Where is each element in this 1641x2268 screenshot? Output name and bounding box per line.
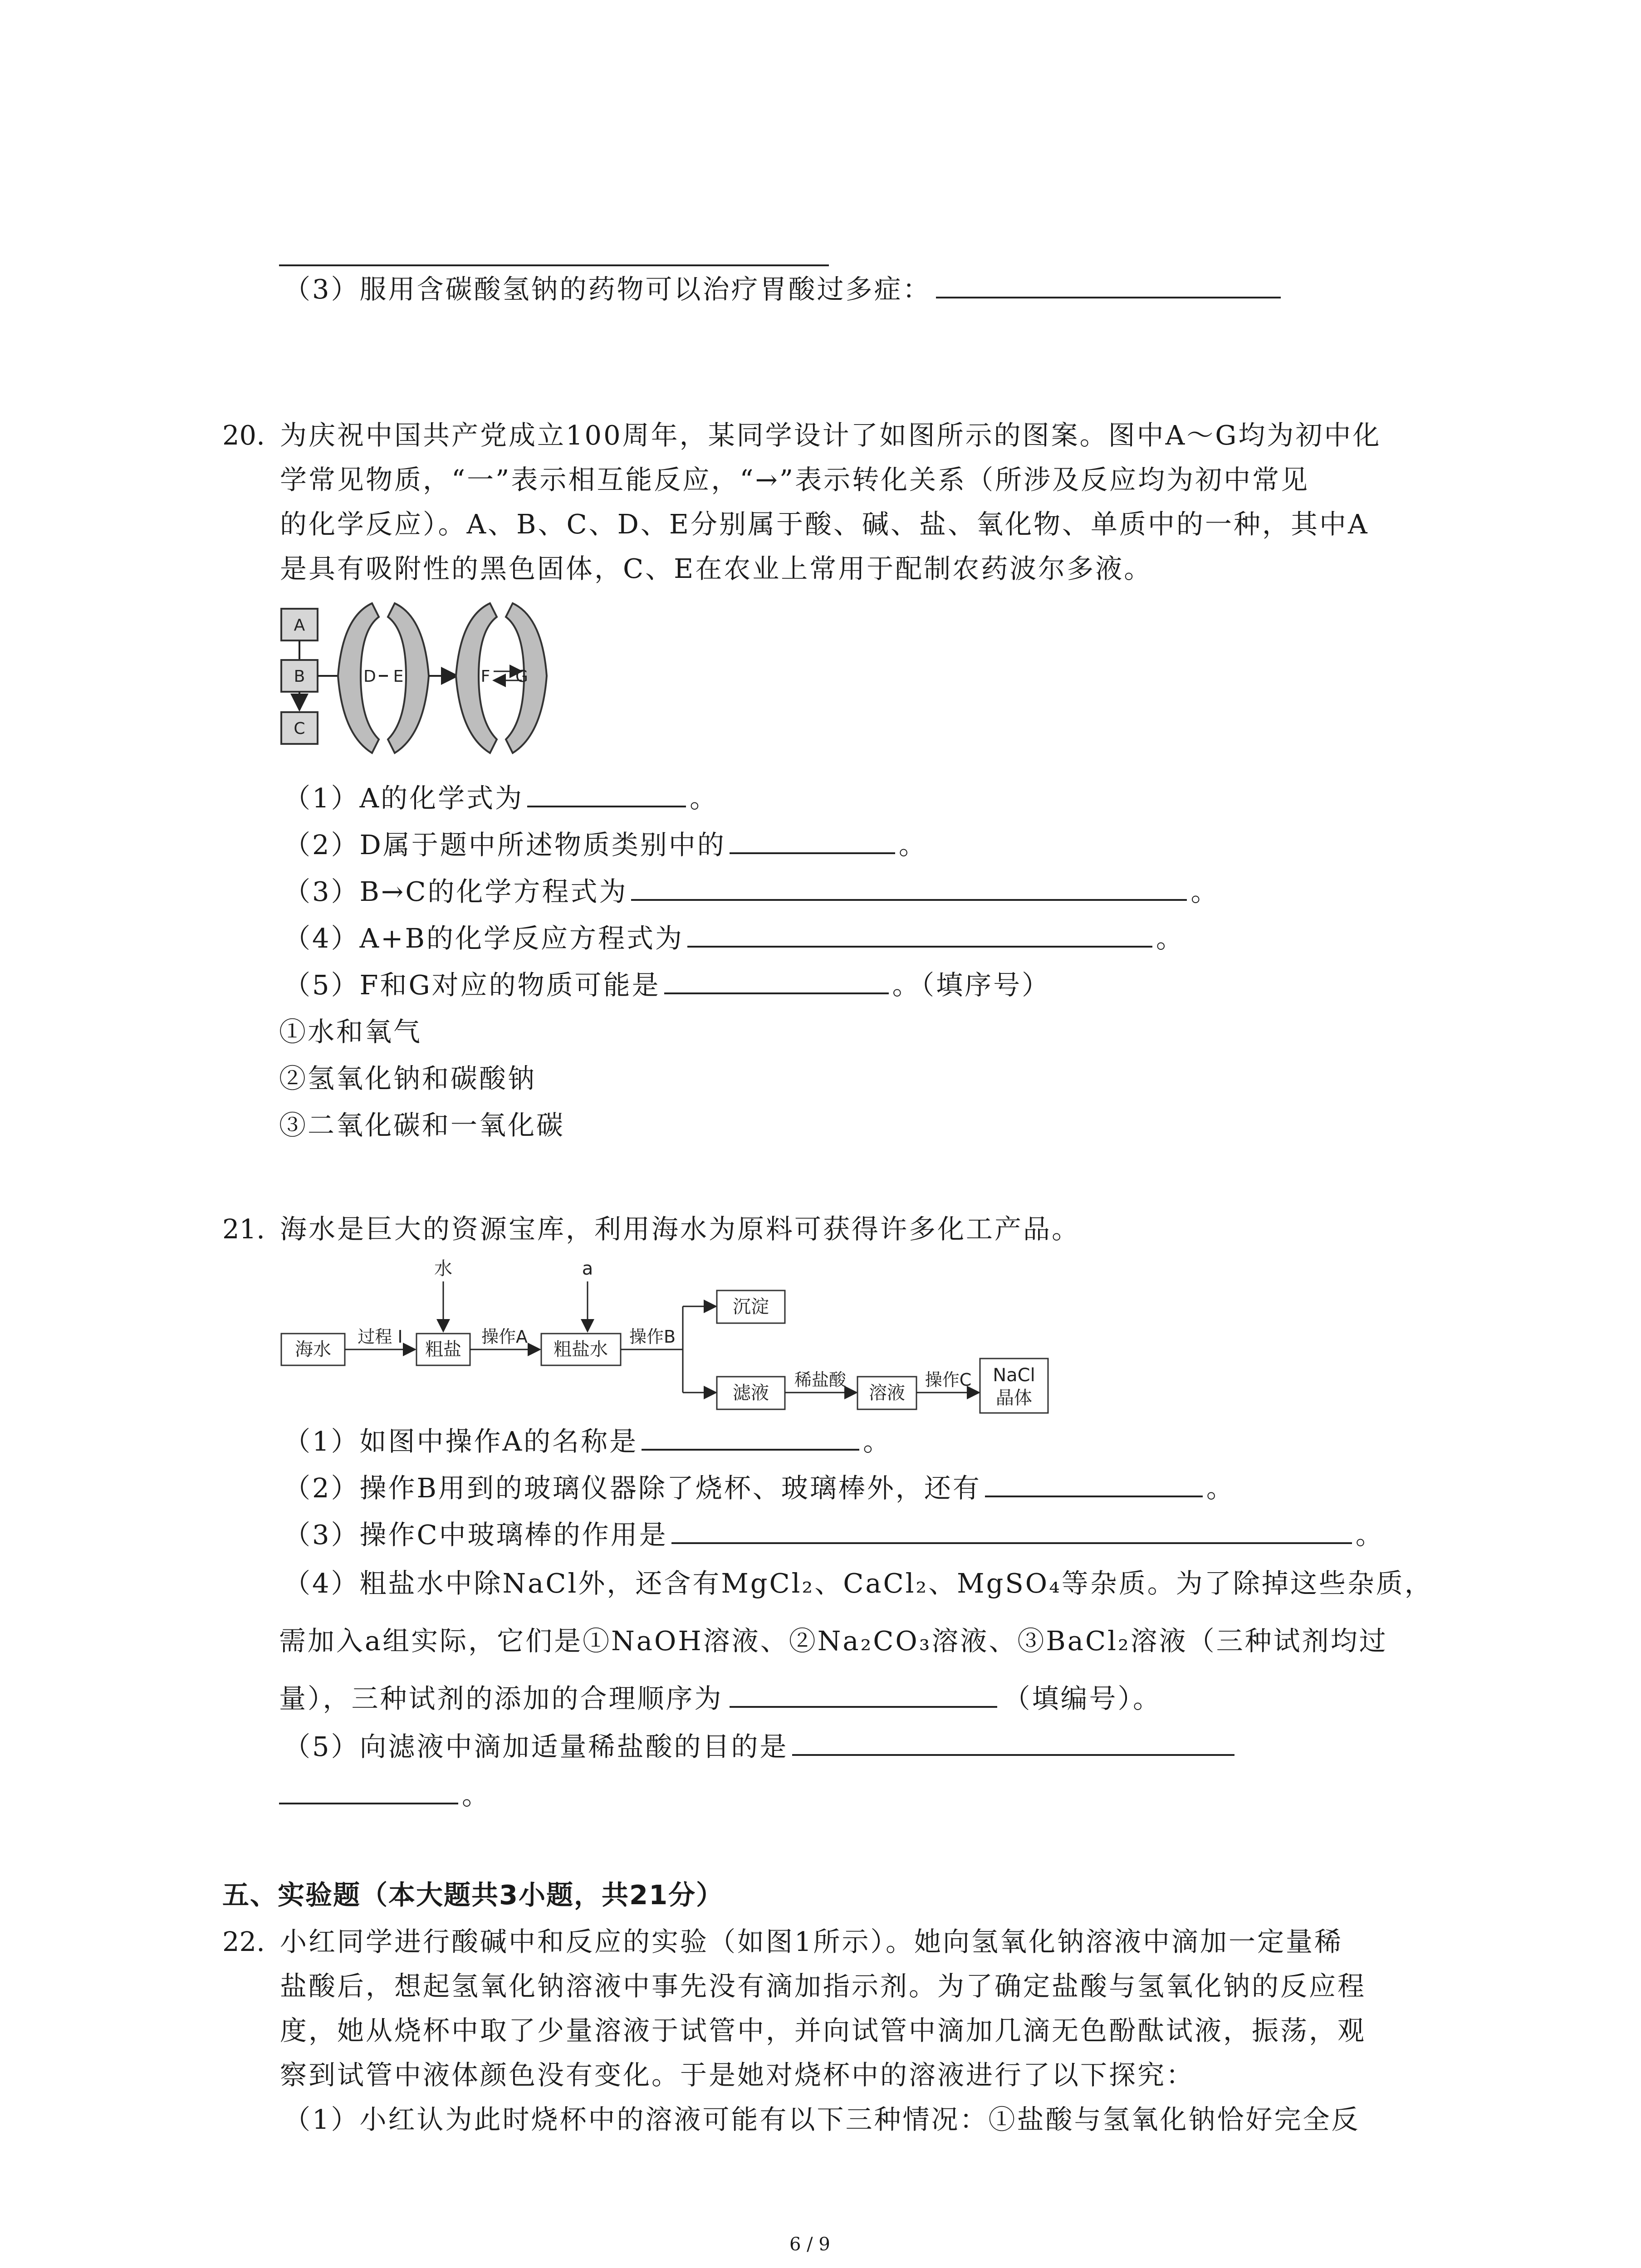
label-b: B	[294, 667, 305, 686]
option-item: ③二氧化碳和一氧化碳	[279, 1110, 565, 1141]
q20-part2-label: （2）D属于题中所述物质类别中的	[284, 829, 726, 860]
q20-part1-label: （1）A的化学式为	[284, 782, 524, 814]
period: 。	[690, 782, 719, 814]
label-process1: 过程 I	[358, 1327, 403, 1347]
answer-blank[interactable]	[936, 269, 1281, 298]
label-solution: 溶液	[869, 1383, 905, 1403]
q21-part1	[284, 1420, 892, 1463]
period: 。	[1206, 1472, 1235, 1504]
period: 。	[1190, 876, 1220, 907]
answer-blank[interactable]	[730, 1678, 997, 1708]
label-g: G	[515, 667, 528, 686]
question-number: 20.	[222, 420, 265, 451]
q20-stem-line: 的化学反应）。A、B、C、D、E分别属于酸、碱、盐、氧化物、单质中的一种，其中A	[280, 508, 1369, 540]
q20-part1	[284, 777, 718, 820]
fill-code-hint: （填编号）。	[1003, 1683, 1162, 1714]
label-a-reagent: a	[582, 1258, 593, 1279]
q20-part5-label: （5）F和G对应的物质可能是	[284, 969, 661, 1001]
label-brine: 粗盐水	[554, 1339, 608, 1360]
answer-blank[interactable]	[792, 1726, 1234, 1756]
answer-blank[interactable]	[279, 1774, 458, 1804]
answer-blank[interactable]	[664, 964, 889, 994]
q21-part5-label: （5）向滤液中滴加适量稀盐酸的目的是	[284, 1731, 789, 1762]
label-seawater: 海水	[295, 1339, 331, 1360]
q21-part2-label: （2）操作B用到的玻璃仪器除了烧杯、玻璃棒外，还有	[284, 1472, 981, 1504]
label-c: C	[294, 719, 305, 738]
answer-blank[interactable]	[985, 1467, 1203, 1497]
q21-part4-line2: 需加入a组实际，它们是①NaOH溶液、②Na₂CO₃溶液、③BaCl₂溶液（三种试剂均过	[279, 1625, 1388, 1657]
answer-blank[interactable]	[631, 871, 1187, 901]
q21-part4-label: 量），三种试剂的添加的合理顺序为	[279, 1683, 723, 1714]
page-number: 6 / 9	[789, 2234, 830, 2255]
q21-part4-line3	[279, 1677, 1161, 1721]
section-heading: 五、实验题（本大题共3小题，共21分）	[222, 1879, 724, 1911]
answer-blank-line	[279, 264, 829, 266]
answer-blank[interactable]	[687, 918, 1152, 948]
label-dilute-hcl: 稀盐酸	[794, 1370, 847, 1390]
q20-stem-line: 学常见物质，“一”表示相互能反应，“→”表示转化关系（所涉及反应均为初中常见	[280, 464, 1310, 495]
label-water: 水	[434, 1258, 452, 1279]
q21-stem: 海水是巨大的资源宝库，利用海水为原料可获得许多化工产品。	[280, 1213, 1081, 1245]
q22-line: （1）小红认为此时烧杯中的溶液可能有以下三种情况：①盐酸与氢氧化钠恰好完全反	[284, 2104, 1360, 2135]
answer-blank[interactable]	[730, 824, 895, 854]
answer-blank[interactable]	[527, 777, 686, 807]
q19-part3-label: （3）服用含碳酸氢钠的药物可以治疗胃酸过多症：	[284, 274, 931, 305]
fill-number-hint: 。（填序号）	[892, 969, 1051, 1001]
answer-blank[interactable]	[642, 1421, 859, 1451]
period: 。	[898, 829, 927, 860]
q21-part5-continued	[279, 1774, 490, 1817]
label-operation-a: 操作A	[481, 1327, 528, 1347]
q21-flowchart	[277, 1256, 1075, 1415]
shape-f	[456, 603, 497, 753]
option-item: ①水和氧气	[279, 1016, 422, 1047]
q22-line: 小红同学进行酸碱中和反应的实验（如图1所示）。她向氢氧化钠溶液中滴加一定量稀	[280, 1926, 1343, 1957]
label-crude-salt: 粗盐	[425, 1339, 461, 1360]
answer-blank[interactable]	[671, 1514, 1352, 1544]
label-filtrate: 滤液	[733, 1383, 769, 1403]
question-number: 22.	[222, 1926, 265, 1957]
label-nacl: NaCl	[993, 1365, 1035, 1386]
q21-part3	[284, 1513, 1384, 1557]
q20-part3-label: （3）B→C的化学方程式为	[284, 876, 628, 907]
period: 。	[462, 1779, 491, 1811]
period: 。	[1156, 923, 1185, 954]
label-crystal: 晶体	[996, 1388, 1032, 1408]
q20-pattern-diagram	[277, 599, 622, 771]
q21-part2	[284, 1466, 1235, 1510]
period: 。	[863, 1426, 892, 1457]
q20-part4	[284, 917, 1185, 960]
q20-stem-line: 是具有吸附性的黑色固体，C、E在农业上常用于配制农药波尔多液。	[280, 553, 1153, 584]
q22-line: 盐酸后，想起氢氧化钠溶液中事先没有滴加指示剂。为了确定盐酸与氢氧化钠的反应程	[280, 1970, 1367, 2002]
q20-part2	[284, 823, 927, 867]
q21-part1-label: （1）如图中操作A的名称是	[284, 1426, 638, 1457]
q21-part3-label: （3）操作C中玻璃棒的作用是	[284, 1519, 668, 1550]
option-item: ②氢氧化钠和碳酸钠	[279, 1063, 537, 1094]
label-f: F	[480, 667, 490, 686]
label-operation-b: 操作B	[629, 1327, 676, 1347]
label-e: E	[393, 667, 404, 686]
q19-part3	[284, 268, 1281, 311]
label-operation-c: 操作C	[925, 1370, 972, 1390]
q20-part5	[284, 963, 1050, 1007]
period: 。	[1355, 1519, 1384, 1550]
label-a: A	[294, 616, 305, 635]
q21-part4-line1: （4）粗盐水中除NaCl外，还含有MgCl₂、CaCl₂、MgSO₄等杂质。为了除掉这些杂质，	[284, 1568, 1433, 1599]
q22-line: 度，她从烧杯中取了少量溶液于试管中，并向试管中滴加几滴无色酚酞试液，振荡，观	[280, 2015, 1367, 2046]
q20-part3	[284, 870, 1220, 914]
label-d: D	[363, 667, 376, 686]
q20-stem-line: 为庆祝中国共产党成立100周年，某同学设计了如图所示的图案。图中A～G均为初中化	[280, 420, 1381, 451]
q21-part5	[284, 1725, 1234, 1769]
label-precipitate: 沉淀	[733, 1296, 769, 1317]
q20-part4-label: （4）A+B的化学反应方程式为	[284, 923, 684, 954]
q22-line: 察到试管中液体颜色没有变化。于是她对烧杯中的溶液进行了以下探究：	[280, 2059, 1195, 2091]
question-number: 21.	[222, 1213, 265, 1245]
